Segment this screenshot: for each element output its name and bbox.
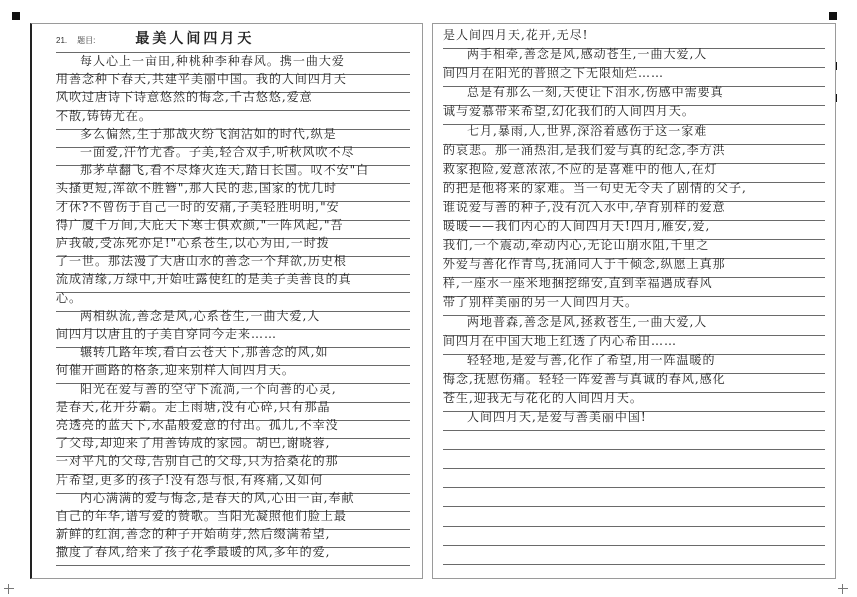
crop-mark-bottom-right <box>838 584 848 594</box>
essay-line: 总是有那么一刻,天使让下泪水,伤感中需要真 <box>443 83 825 106</box>
essay-line: 用善念种下春天,共建平美丽中国。我的人间四月天 <box>56 70 410 93</box>
registration-mark-top-left <box>12 12 20 20</box>
essay-line: 两手相牵,善念是风,感动苍生,一曲大爱,人 <box>443 45 825 68</box>
essay-line: 了父母,却迎来了用善铸成的家园。胡巴,谢晓蓉, <box>56 434 410 457</box>
essay-line: 是人间四月天,花开,无尽! <box>443 26 825 49</box>
answer-sheet-right <box>432 23 836 579</box>
essay-line: 救家抱险,爱意浓浓,不应的是喜难中的他人,在灯 <box>443 160 825 183</box>
essay-line: 是春天,花开芬霸。走上雨塘,没有心碎,只有那晶 <box>56 398 410 421</box>
essay-line: 何催开画路的格条,迎来别样人间四月天。 <box>56 361 410 384</box>
essay-line: 两相纵流,善念是风,心系苍生,一曲大爱,人 <box>56 307 410 330</box>
essay-line: 两地普森,善念是风,拯救苍生,一曲大爱,人 <box>443 313 825 336</box>
crop-mark-bottom-left <box>4 584 14 594</box>
essay-line: 间四月在中国大地上红透了内心希田…… <box>443 332 825 355</box>
essay-line: 一对平凡的父母,告别自己的父母,只为拾桑花的那 <box>56 452 410 475</box>
question-number: 21. <box>56 36 68 45</box>
essay-line: 新鲜的红润,善念的种子开始萌芽,然后缀满希望, <box>56 525 410 548</box>
essay-line: 每人心上一亩田,种桃种李种春风。携一曲大爱 <box>56 52 410 75</box>
essay-line: 风吹过唐诗下诗意悠然的悔念,千古悠悠,爱意 <box>56 88 410 111</box>
essay-line: 头搔更短,浑欲不胜簪",那人民的悲,国家的忧几时 <box>56 179 410 202</box>
essay-line: 心。 <box>56 289 410 312</box>
essay-line: 七月,暴雨,人,世界,深浴着感伤于这一家难 <box>443 122 825 145</box>
essay-line: 得广厦千万间,大庇天下寒士俱欢颜,"一阵风起,"吾 <box>56 216 410 239</box>
essay-line: 的哀悲。那一涌热泪,是我们爱与真的纪念,李方洪 <box>443 141 825 164</box>
essay-line: 样,一座水一座米地捆挖绵安,直到幸福遇成春风 <box>443 274 825 297</box>
essay-line: 多么偏然,生于那战火纷飞润沾如的时代,纵是 <box>56 125 410 148</box>
essay-line: 间四月在阳光的普照之下无限灿烂…… <box>443 64 825 87</box>
essay-line: 的把是他将来的家难。当一句史无令夫了剧情的父子, <box>443 179 825 202</box>
essay-line: 才休?不曾伤于自己一时的安痛,子美轻胜明明,"安 <box>56 198 410 221</box>
question-label: 题目: <box>77 36 96 45</box>
essay-line: 我们,一个震动,牵动内心,无论山崩水阻,千里之 <box>443 236 825 259</box>
essay-line: 苍生,迎我无与花化的人间四月天。 <box>443 389 825 412</box>
essay-line: 那茅草翻飞,看不尽烽火连天,踏日长国。叹不安"白 <box>56 161 410 184</box>
essay-line: 带了别样美丽的另一人间四月天。 <box>443 293 825 316</box>
essay-line: 撒度了春风,给来了孩子花季最暖的风,多年的爱, <box>56 543 410 566</box>
essay-line: 流成清缘,万绿中,开始吐露使红的是美子美善良的真 <box>56 270 410 293</box>
question-title-row <box>56 30 410 53</box>
essay-line: 轻轻地,是爱与善,化作了希望,用一阵温暖的 <box>443 351 825 374</box>
essay-line: 人间四月天,是爱与善美丽中国! <box>443 408 825 431</box>
essay-line: 辗转几路年埃,看白云苍天下,那善念的风,如 <box>56 343 410 366</box>
essay-line: 不散,铸铸尤在。 <box>56 107 410 130</box>
essay-line: 亮透亮的蓝天下,水晶般爱意的付出。孤儿,不幸没 <box>56 416 410 439</box>
essay-line: 诚与爱慕带来希望,幻化我们的人间四月天。 <box>443 102 825 125</box>
essay-line: 庐我破,受冻死亦足!"心系苍生,以心为田,一时拨 <box>56 234 410 257</box>
registration-mark-top-right <box>829 12 837 20</box>
essay-title: 最美人间四月天 <box>135 31 255 47</box>
essay-line: 间四月以唐且的子美自穿同今走来…… <box>56 325 410 348</box>
essay-line: 外爱与善化作青鸟,抚涌同人于千倾念,纵愿上真那 <box>443 255 825 278</box>
essay-line: 谁说爱与善的种子,没有沉入水中,孕育别样的爱意 <box>443 198 825 221</box>
essay-line: 片希望,更多的孩子!没有怨与恨,有疼痛,又如何 <box>56 471 410 494</box>
essay-line: 了一世。那法漫了大唐山水的善念一个拜欲,历史根 <box>56 252 410 275</box>
essay-line <box>443 542 825 565</box>
essay-line: 自己的年华,谱写爱的赞歌。当阳光凝照他们脸上最 <box>56 507 410 530</box>
essay-line: 阳光在爱与善的空守下流淌,一个向善的心灵, <box>56 380 410 403</box>
answer-sheet-left <box>30 23 423 579</box>
essay-line: 一面爱,汗竹尤香。子美,轻合双手,听秋风吹不尽 <box>56 143 410 166</box>
essay-line: 暖暖——我们内心的人间四月天!四月,雁安,爱, <box>443 217 825 240</box>
essay-line: 内心满满的爱与悔念,是春天的风,心田一亩,奉献 <box>56 489 410 512</box>
essay-line: 悔念,抚慰伤痛。轻轻一阵爱善与真诚的春风,感化 <box>443 370 825 393</box>
